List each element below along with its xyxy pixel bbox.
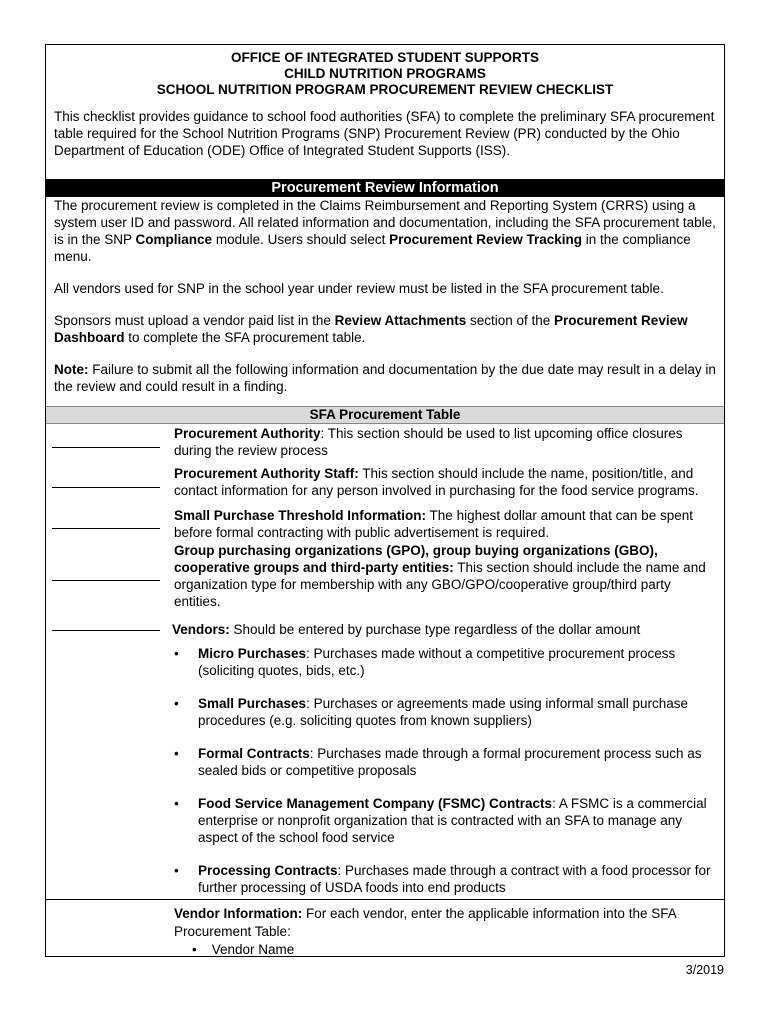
item-small-purchase-threshold: Small Purchase Threshold Information: The highest dollar amount that can be spent before formal contracting with public advertisement is required. [174,508,693,540]
list-item-micro-purchases: • Micro Purchases: Purchases made without a competitive procurement process (soliciting quotes, bids, etc.) [174,646,676,678]
checkbox-line-procurement-authority[interactable] [52,447,160,448]
header-program: CHILD NUTRITION PROGRAMS [284,66,486,81]
header-office: OFFICE OF INTEGRATED STUDENT SUPPORTS [230,50,539,65]
section-title-sfa-table: SFA Procurement Table [46,406,724,424]
page-date: 3/2019 [685,963,724,977]
item-gpo: Group purchasing organizations (GPO), group buying organizations (GBO), cooperative groups and third-party entities: This section should include the name and organization type for membership with any GBO/GPO/cooperative group/third party entities. [174,543,706,609]
item-vendors: Vendors: Should be entered by purchase type regardless of the dollar amount [172,622,641,637]
checkbox-line-vendors[interactable] [52,630,160,631]
list-item-small-purchases: • Small Purchases: Purchases or agreements made using informal small purchase procedures (e.g. soliciting quotes from known suppliers) [174,696,688,728]
intro-paragraph: This checklist provides guidance to school food authorities (SFA) to complete the preliminary SFA procurement table required for the School Nutrition Programs (SNP) Procurement Review (PR) conducted by the Ohio Department of Education (ODE) Office of Integrated Student Supports (ISS). [54,109,715,158]
purchase-type-list [174,645,714,896]
item-vendor-information: Vendor Information: For each vendor, enter the applicable information into the SFA Procurement Table: [174,906,676,939]
checkbox-line-small-purchase-threshold[interactable] [52,528,160,529]
row-divider [46,899,724,900]
checklist-frame [45,44,725,957]
list-item-vendor-name: • Vendor Name [192,942,295,957]
list-item-fsmc-contracts: • Food Service Management Company (FSMC) Contracts: A FSMC is a commercial enterprise or nonprofit organization that is contracted with an SFA to manage any aspect of the school food service [174,796,707,845]
section-title-procurement-review: Procurement Review Information [46,179,724,197]
list-item-processing-contracts: • Processing Contracts: Purchases made through a contract with a food processor for further processing of USDA foods into end products [174,863,711,895]
info-paragraph-crrs: The procurement review is completed in the Claims Reimbursement and Reporting System (CRRS) using a system user ID and password. All related information and documentation, including the SFA procurement table, is in the SNP Compliance module. Users should select Procurement Review Tracking in the compliance menu. [54,198,716,264]
info-paragraph-vendors: All vendors used for SNP in the school year under review must be listed in the SFA procurement table. [54,281,664,296]
info-paragraph-note: Note: Failure to submit all the following information and documentation by the due date may result in a delay in the review and could result in a finding. [54,362,716,394]
header-title: SCHOOL NUTRITION PROGRAM PROCUREMENT REVIEW CHECKLIST [156,82,614,97]
item-authority-staff: Procurement Authority Staff: This section should include the name, position/title, and contact information for any person involved in purchasing for the food service programs. [174,466,699,498]
document-header [46,45,724,98]
checkbox-line-authority-staff[interactable] [52,487,160,488]
item-procurement-authority: Procurement Authority: This section should be used to list upcoming office closures during the review process [174,426,683,458]
info-paragraph-upload: Sponsors must upload a vendor paid list in the Review Attachments section of the Procurement Review Dashboard to complete the SFA procurement table. [54,313,688,345]
procurement-review-info [54,197,716,410]
list-item-formal-contracts: • Formal Contracts: Purchases made through a formal procurement process such as sealed bids or competitive proposals [174,746,702,778]
checkbox-line-gpo[interactable] [52,580,160,581]
